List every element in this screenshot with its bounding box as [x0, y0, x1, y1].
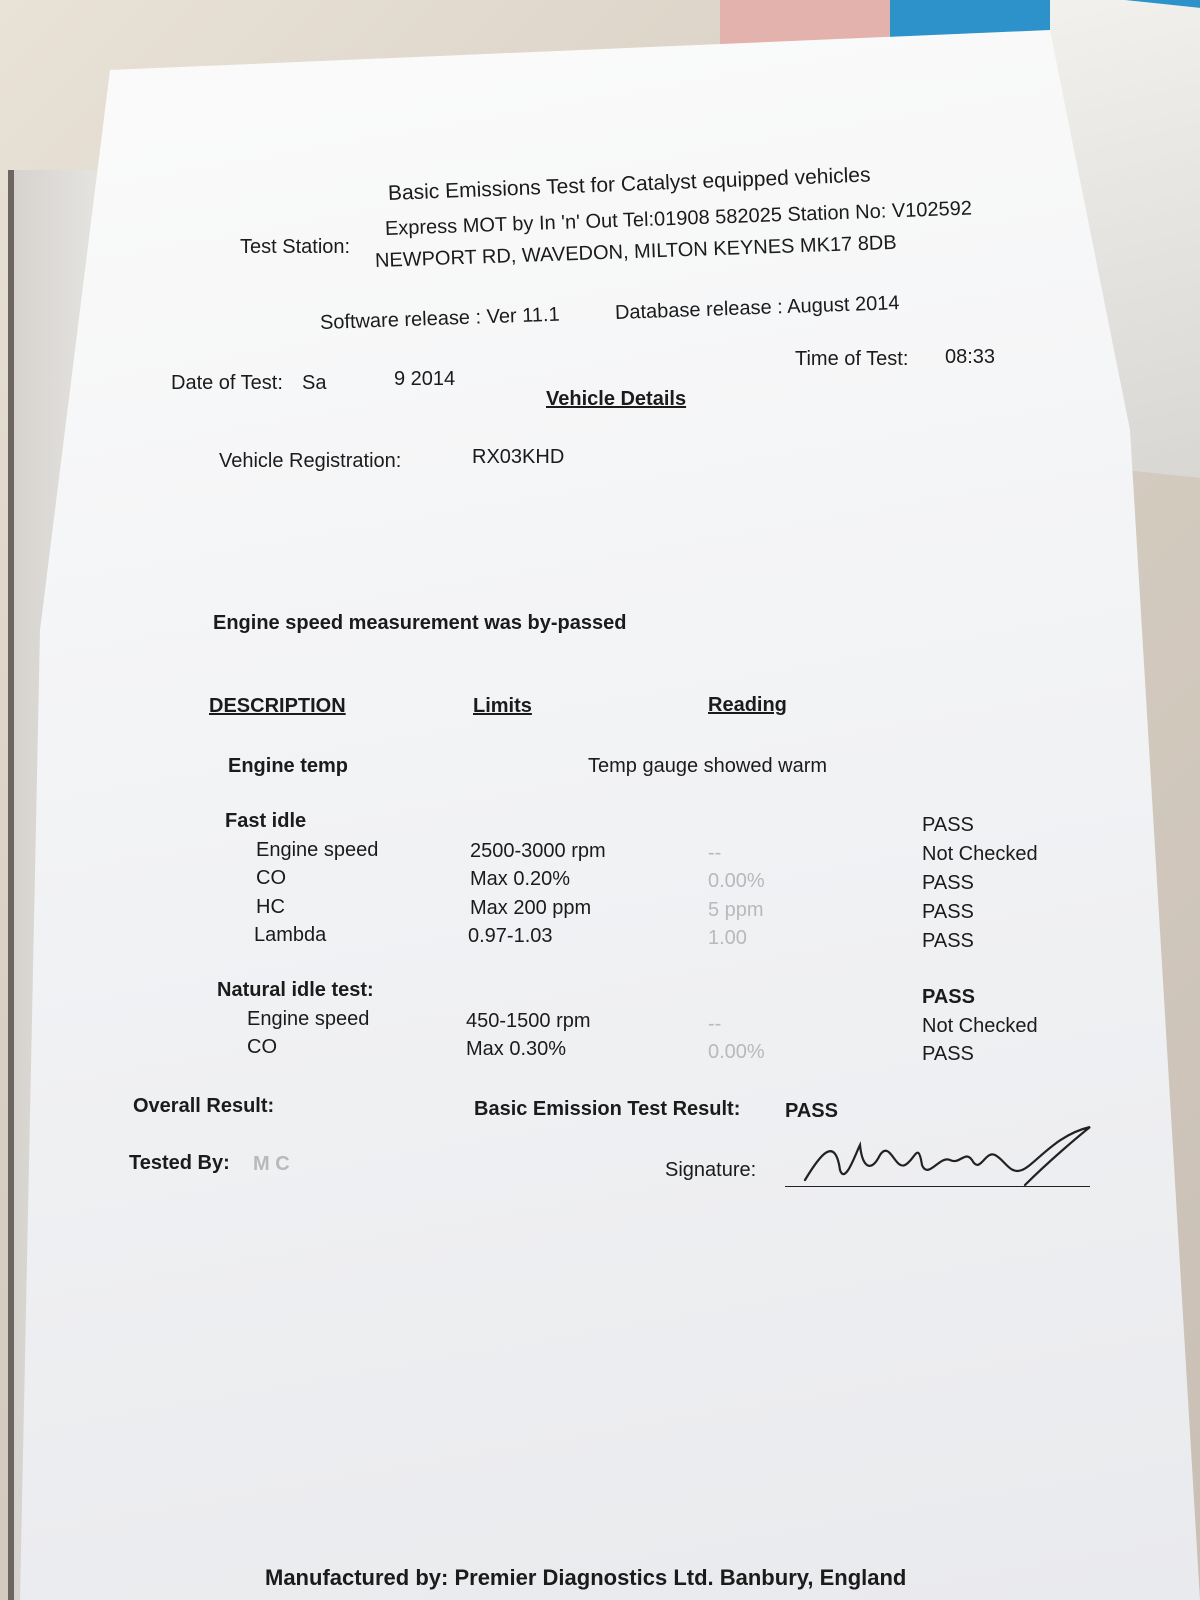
basic-emission-result-label: Basic Emission Test Result:: [474, 1098, 741, 1120]
fast-idle-hc-limit: Max 200 ppm: [470, 897, 592, 919]
station-line-1: Express MOT by In 'n' Out Tel:01908 582025 Station No: V102592: [384, 197, 973, 240]
fast-idle-lambda-reading: 1.00: [708, 927, 747, 949]
engine-speed-note: Engine speed measurement was by-passed: [213, 612, 627, 634]
fast-idle-co-result: PASS: [922, 872, 974, 894]
basic-emission-result-value: PASS: [785, 1100, 838, 1122]
natural-idle-co-result: PASS: [922, 1043, 974, 1065]
signature-text: MSchl: [810, 1177, 814, 1178]
natural-idle-engine-speed-limit: 450-1500 rpm: [466, 1010, 591, 1032]
natural-idle-result: PASS: [922, 986, 975, 1008]
natural-idle-engine-speed-desc: Engine speed: [247, 1008, 370, 1030]
fast-idle-co-desc: CO: [256, 867, 286, 889]
time-of-test-value: 08:33: [945, 346, 996, 368]
natural-idle-co-limit: Max 0.30%: [466, 1038, 567, 1060]
tested-by-label: Tested By:: [129, 1152, 230, 1174]
fast-idle-lambda-desc: Lambda: [254, 924, 327, 946]
fast-idle-engine-speed-reading: --: [708, 842, 722, 864]
software-release: Software release : Ver 11.1: [319, 303, 560, 334]
natural-idle-engine-speed-reading: --: [708, 1013, 722, 1035]
fast-idle-hc-reading: 5 ppm: [708, 899, 764, 921]
tested-by-value: M C: [253, 1153, 290, 1175]
date-of-test-value: Sa: [302, 372, 327, 394]
vehicle-registration-value: RX03KHD: [472, 446, 565, 468]
engine-temp-reading: Temp gauge showed warm: [588, 755, 828, 777]
fast-idle-hc-result: PASS: [922, 901, 974, 923]
database-release: Database release : August 2014: [614, 292, 900, 324]
date-of-test-label: Date of Test:: [171, 372, 283, 394]
natural-idle-label: Natural idle test:: [217, 979, 374, 1001]
fast-idle-engine-speed-desc: Engine speed: [256, 839, 379, 861]
time-of-test-label: Time of Test:: [795, 348, 909, 370]
fast-idle-engine-speed-limit: 2500-3000 rpm: [470, 840, 606, 862]
overall-result-label: Overall Result:: [133, 1095, 275, 1117]
column-limits: Limits: [473, 695, 532, 717]
footer-manufacturer: Manufactured by: Premier Diagnostics Ltd. Banbury, England: [265, 1565, 907, 1590]
signature-label: Signature:: [665, 1159, 757, 1181]
fast-idle-label: Fast idle: [225, 810, 307, 832]
fast-idle-co-reading: 0.00%: [708, 870, 765, 892]
column-description: DESCRIPTION: [209, 695, 346, 717]
handwritten-signature: [800, 1115, 1110, 1195]
fast-idle-engine-speed-result: Not Checked: [922, 843, 1038, 865]
natural-idle-co-reading: 0.00%: [708, 1041, 765, 1063]
document-title: Basic Emissions Test for Catalyst equipped vehicles: [387, 163, 871, 205]
engine-temp-label: Engine temp: [228, 755, 349, 777]
date-of-test-year: 9 2014: [394, 368, 456, 390]
fast-idle-lambda-result: PASS: [922, 930, 974, 952]
vehicle-details-heading: Vehicle Details: [546, 388, 687, 410]
fast-idle-hc-desc: HC: [256, 896, 285, 918]
test-station-label: Test Station:: [240, 236, 351, 258]
vehicle-registration-label: Vehicle Registration:: [219, 450, 402, 472]
station-line-2: NEWPORT RD, WAVEDON, MILTON KEYNES MK17 8DB: [374, 231, 898, 272]
fast-idle-result: PASS: [922, 814, 974, 836]
column-reading: Reading: [708, 694, 787, 716]
fast-idle-lambda-limit: 0.97-1.03: [468, 925, 553, 947]
natural-idle-engine-speed-result: Not Checked: [922, 1015, 1038, 1037]
natural-idle-co-desc: CO: [247, 1036, 277, 1058]
fast-idle-co-limit: Max 0.20%: [470, 868, 571, 890]
